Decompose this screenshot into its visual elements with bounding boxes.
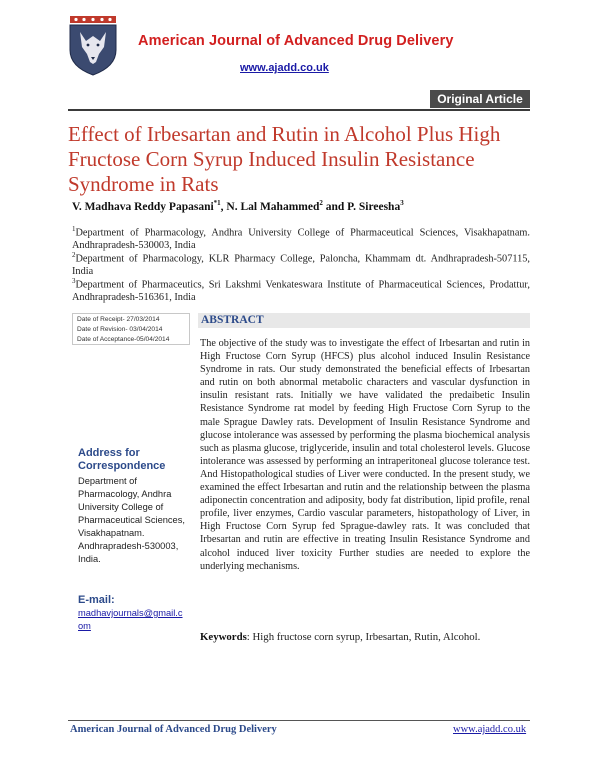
abstract-heading: ABSTRACT [198,313,530,328]
header-divider [68,109,530,111]
author-name: V. Madhava Reddy Papasani [72,200,214,213]
affiliation-2: $^2$Department of Pharmacology, KLR Pharmacy College, Paloncha, Khammam dt. Andhrapradesh-507115, India [72,251,530,278]
correspondence-heading: Address for Correspondence [78,447,166,472]
journal-logo [64,14,122,76]
author-sup: 2 [319,199,323,207]
email-heading: E-mail: [78,594,115,606]
author-sup: 3 [400,199,404,207]
paper-title: Effect of Irbesartan and Rutin in Alcohol Plus High Fructose Corn Syrup Induced Insulin Resistance Syndrome in Rats [68,122,501,196]
date-acceptance: Date of Acceptance-05/04/2014 [77,336,170,343]
date-receipt: Date of Receipt- 27/03/2014 [77,316,160,323]
footer-divider [68,720,530,721]
date-revision: Date of Revision- 03/04/2014 [77,326,163,333]
author-name: N. Lal Mahammed [226,200,320,213]
abstract-text: The objective of the study was to investigate the effect of Irbesartan and rutin in High Fructose Corn Syrup (HFCS) plus alcohol induced Insulin Resistance Syndrome in rats. Our study demonstrated the beneficial effects of Irbesartan and rutin on both abnormal metabolic characters and vascular dysfunction in insulin resistant rats. Initially we have validated the predaibetic Insulin Resistance Syndrome rat model by feeding High Fructose Corn Syrup to the male Sprague Dawley rats. Development of Insulin Resistance Syndrome and glucose intolerance was assessed by performing the plasma biochemical analysis such as plasma glucose, triglyceride, insulin and total cholesterol levels. Glucose intolerance was assessed by performing an intraperitoneal glucose tolerance test. And Histopathological studies of Liver were conducted. In the present study, we examined the effect Irbesartan and rutin and the relationship between the plasma adiponectin concentration and adiposity, body fat distribution, lipid profile, renal profile, liver enzymes, Cardio vascular parameters, histopathology of Liver, in High Fructose Corn Syrup fed Sprague-dawley rats. It was concluded that Irbesartan and rutin are effective in treating Insulin Resistance Syndrome and alcohol induced liver toxicity Further studies are needed to explore the underlying mechanisms. [200,338,530,572]
journal-url-link[interactable]: www.ajadd.co.uk [240,62,329,74]
author-list: V. Madhava Reddy Papasani$^{*1}$, N. Lal Mahammed$^2$ and P. Sireesha$^3$ [72,199,404,213]
affiliation-1: $^1$Department of Pharmacology, Andhra University College of Pharmaceutical Sciences, Visakhapatnam. Andhrapradesh-530003, India [72,225,530,252]
keywords-list: : High fructose corn syrup, Irbesartan, Rutin, Alcohol. [246,631,481,643]
keywords [200,631,530,643]
footer-url-link[interactable]: www.ajadd.co.uk [453,724,527,735]
author-name: P. Sireesha [347,200,401,213]
article-type-badge: Original Article [430,90,530,108]
affiliation-3: $^3$Department of Pharmaceutics, Sri Lakshmi Venkateswara Institute of Pharmaceutical Sciences, Prodattur, Andhrapradesh-516361, India [72,277,530,304]
keywords-label: Keywords [200,631,247,643]
footer-journal-name: American Journal of Advanced Drug Delivery [70,724,277,735]
journal-title: American Journal of Advanced Drug Delivery [138,33,454,49]
correspondence-address: Department of Pharmacology, Andhra University College of Pharmaceutical Sciences, Visakhapatnam. Andhrapradesh-530003, India. [78,476,185,564]
author-sup: *1 [213,199,221,207]
email-link[interactable]: madhavjournals@gmail.com [78,608,183,631]
article-dates-box [72,313,190,345]
